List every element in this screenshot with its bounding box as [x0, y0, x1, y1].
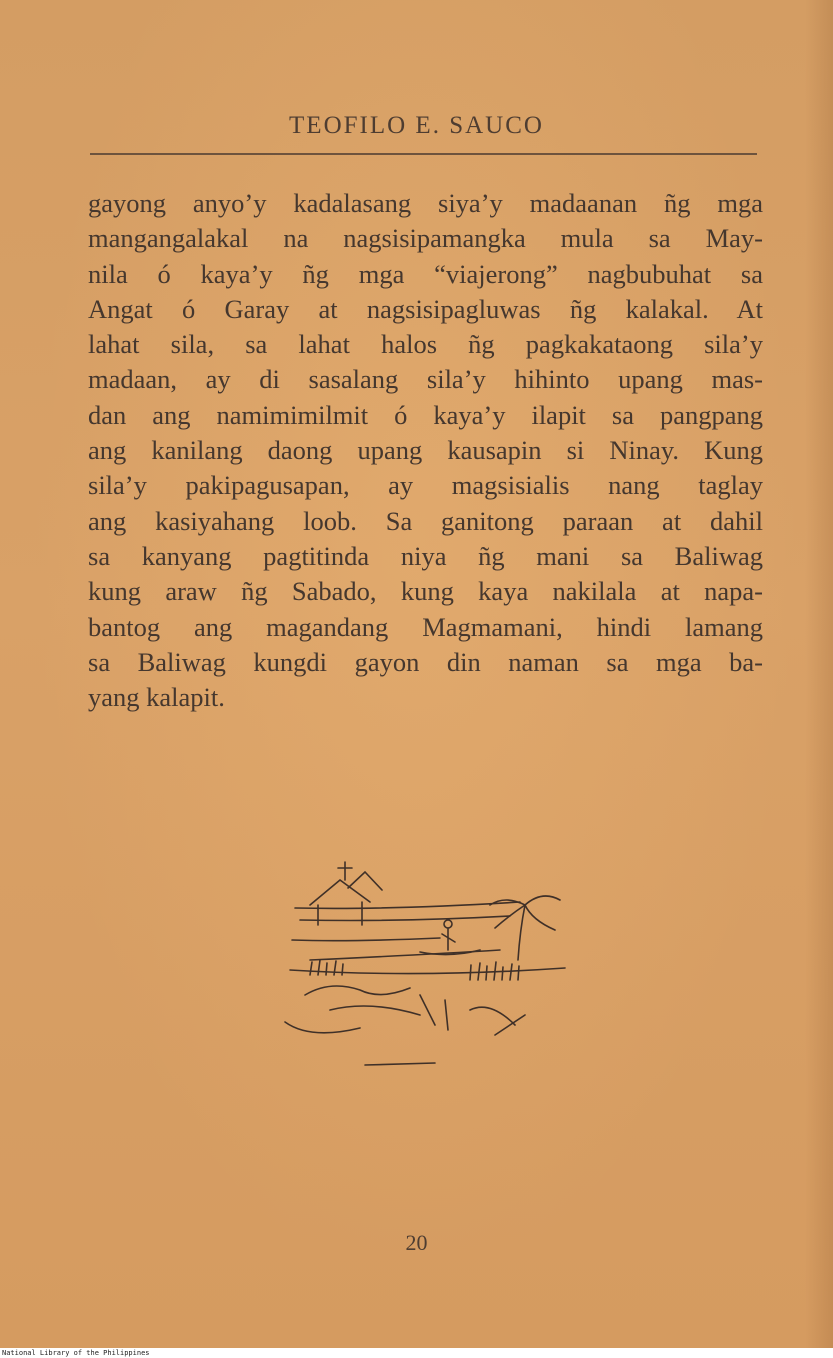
text-line: madaan, ay di sasalang sila’y hihinto upang mas- [88, 364, 763, 395]
text-line: mangangalakal na nagsisipamangka mula sa May- [88, 223, 763, 254]
text-line: yang kalapit. [88, 682, 225, 713]
running-head: TEOFILO E. SAUCO [289, 112, 544, 139]
text-line: ang kasiyahang loob. Sa ganitong paraan at dahil [88, 505, 763, 536]
river-scene-vignette-icon [270, 850, 580, 1080]
text-line: nila ó kaya’y ñg mga “viajerong” nagbubuhat sa [88, 258, 763, 289]
text-line: ang kanilang daong upang kausapin si Ninay. Kung [88, 435, 763, 466]
library-credit: National Library of the Philippines [2, 1349, 150, 1357]
page-number: 20 [405, 1230, 428, 1255]
page-edge-shadow [805, 0, 833, 1348]
text-line: sila’y pakipagusapan, ay magsisialis nang taglay [88, 470, 763, 501]
header-rule [90, 153, 757, 155]
text-line: dan ang namimimilmit ó kaya’y ilapit sa pangpang [88, 399, 763, 430]
text-line: Angat ó Garay at nagsisipagluwas ñg kalakal. At [88, 293, 763, 324]
text-line: sa kanyang pagtitinda niya ñg mani sa Baliwag [88, 540, 763, 571]
text-line: sa Baliwag kungdi gayon din naman sa mga ba- [88, 646, 763, 677]
text-line: gayong anyo’y kadalasang siya’y madaanan ñg mga [88, 188, 763, 218]
body-paragraph [88, 186, 763, 715]
text-line: kung araw ñg Sabado, kung kaya nakilala at napa- [88, 576, 763, 607]
text-line: bantog ang magandang Magmamani, hindi lamang [88, 611, 763, 642]
text-line: lahat sila, sa lahat halos ñg pagkakataong sila’y [88, 329, 763, 360]
